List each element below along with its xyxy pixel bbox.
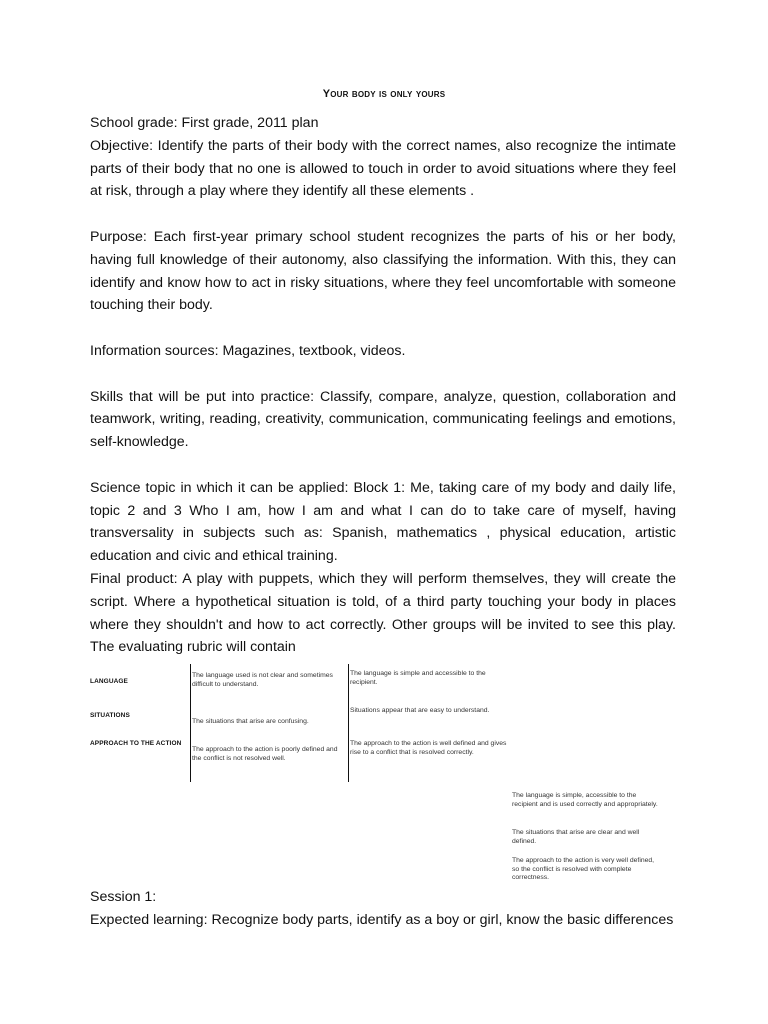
rubric-divider	[190, 664, 191, 782]
final-product-text: Final product: A play with puppets, which they will perform themselves, they will create the script. Where a hypothetical situation is told, of a third party touching your body in places where they shouldn't and how to act correctly. Other groups will be invited to see this play. The evaluating rubric will contain	[90, 570, 676, 656]
rubric-cell-level2-approach: The approach to the action is well defined and gives rise to a conflict that is resolved correctly.	[350, 740, 507, 756]
session-heading: Session 1:	[90, 889, 157, 905]
rubric-cell-level3-approach: The approach to the action is very well defined, so the conflict is resolved with complete correctness.	[512, 857, 655, 882]
rubric-cell-level1-approach: The approach to the action is poorly defined and the conflict is not resolved well.	[192, 746, 338, 762]
rubric-cell-level3-language: The language is simple, accessible to the recipient and is used correctly and appropriately.	[512, 792, 658, 808]
info-sources-text: Information sources: Magazines, textbook, videos.	[90, 342, 406, 359]
science-topic-text: Science topic in which it can be applied: Block 1: Me, taking care of my body and daily life, topic 2 and 3 Who I am, how I am and what I can do to take care of myself, having transversality in subjects such as: Spanish, mathematics , physical education, artistic education and civic and ethical training.	[90, 479, 676, 565]
purpose-text: Purpose: Each first-year primary school student recognizes the parts of his or her body, having full knowledge of their autonomy, also classifying the information. With this, they can identify and know how to act in risky situations, where they feel uncomfortable with someone touching their body.	[90, 228, 676, 314]
rubric-table	[90, 664, 510, 782]
objective-text: Objective: Identify the parts of their body with the correct names, also recognize the intimate parts of their body that no one is allowed to touch in order to avoid situations where they feel at risk, through a play where they identify all these elements .	[90, 137, 676, 200]
skills-text: Skills that will be put into practice: Classify, compare, analyze, question, collaboration and teamwork, writing, reading, creativity, communication, communicating feelings and emotions, self-knowledge.	[90, 388, 676, 451]
rubric-criterion-situations: SITUATIONS	[90, 712, 130, 719]
document-title: Your body is only yours	[322, 88, 446, 100]
rubric-cell-level1-language: The language used is not clear and sometimes difficult to understand.	[192, 672, 333, 688]
rubric-cell-level3-situations: The situations that arise are clear and well defined.	[512, 829, 640, 845]
rubric-cell-level2-situations: Situations appear that are easy to understand.	[350, 707, 490, 714]
school-grade-text: School grade: First grade, 2011 plan	[90, 115, 319, 131]
rubric-cell-level2-language: The language is simple and accessible to the recipient.	[350, 670, 486, 686]
session-block	[90, 886, 676, 932]
rubric-criterion-language: LANGUAGE	[90, 678, 128, 685]
expected-learning-text: Expected learning: Recognize body parts, identify as a boy or girl, know the basic differences	[90, 911, 674, 928]
rubric-cell-level1-situations: The situations that arise are confusing.	[192, 718, 309, 725]
rubric-divider	[348, 664, 349, 782]
intro-block	[90, 112, 676, 659]
rubric-criterion-approach: APPROACH TO THE ACTION	[90, 740, 182, 747]
